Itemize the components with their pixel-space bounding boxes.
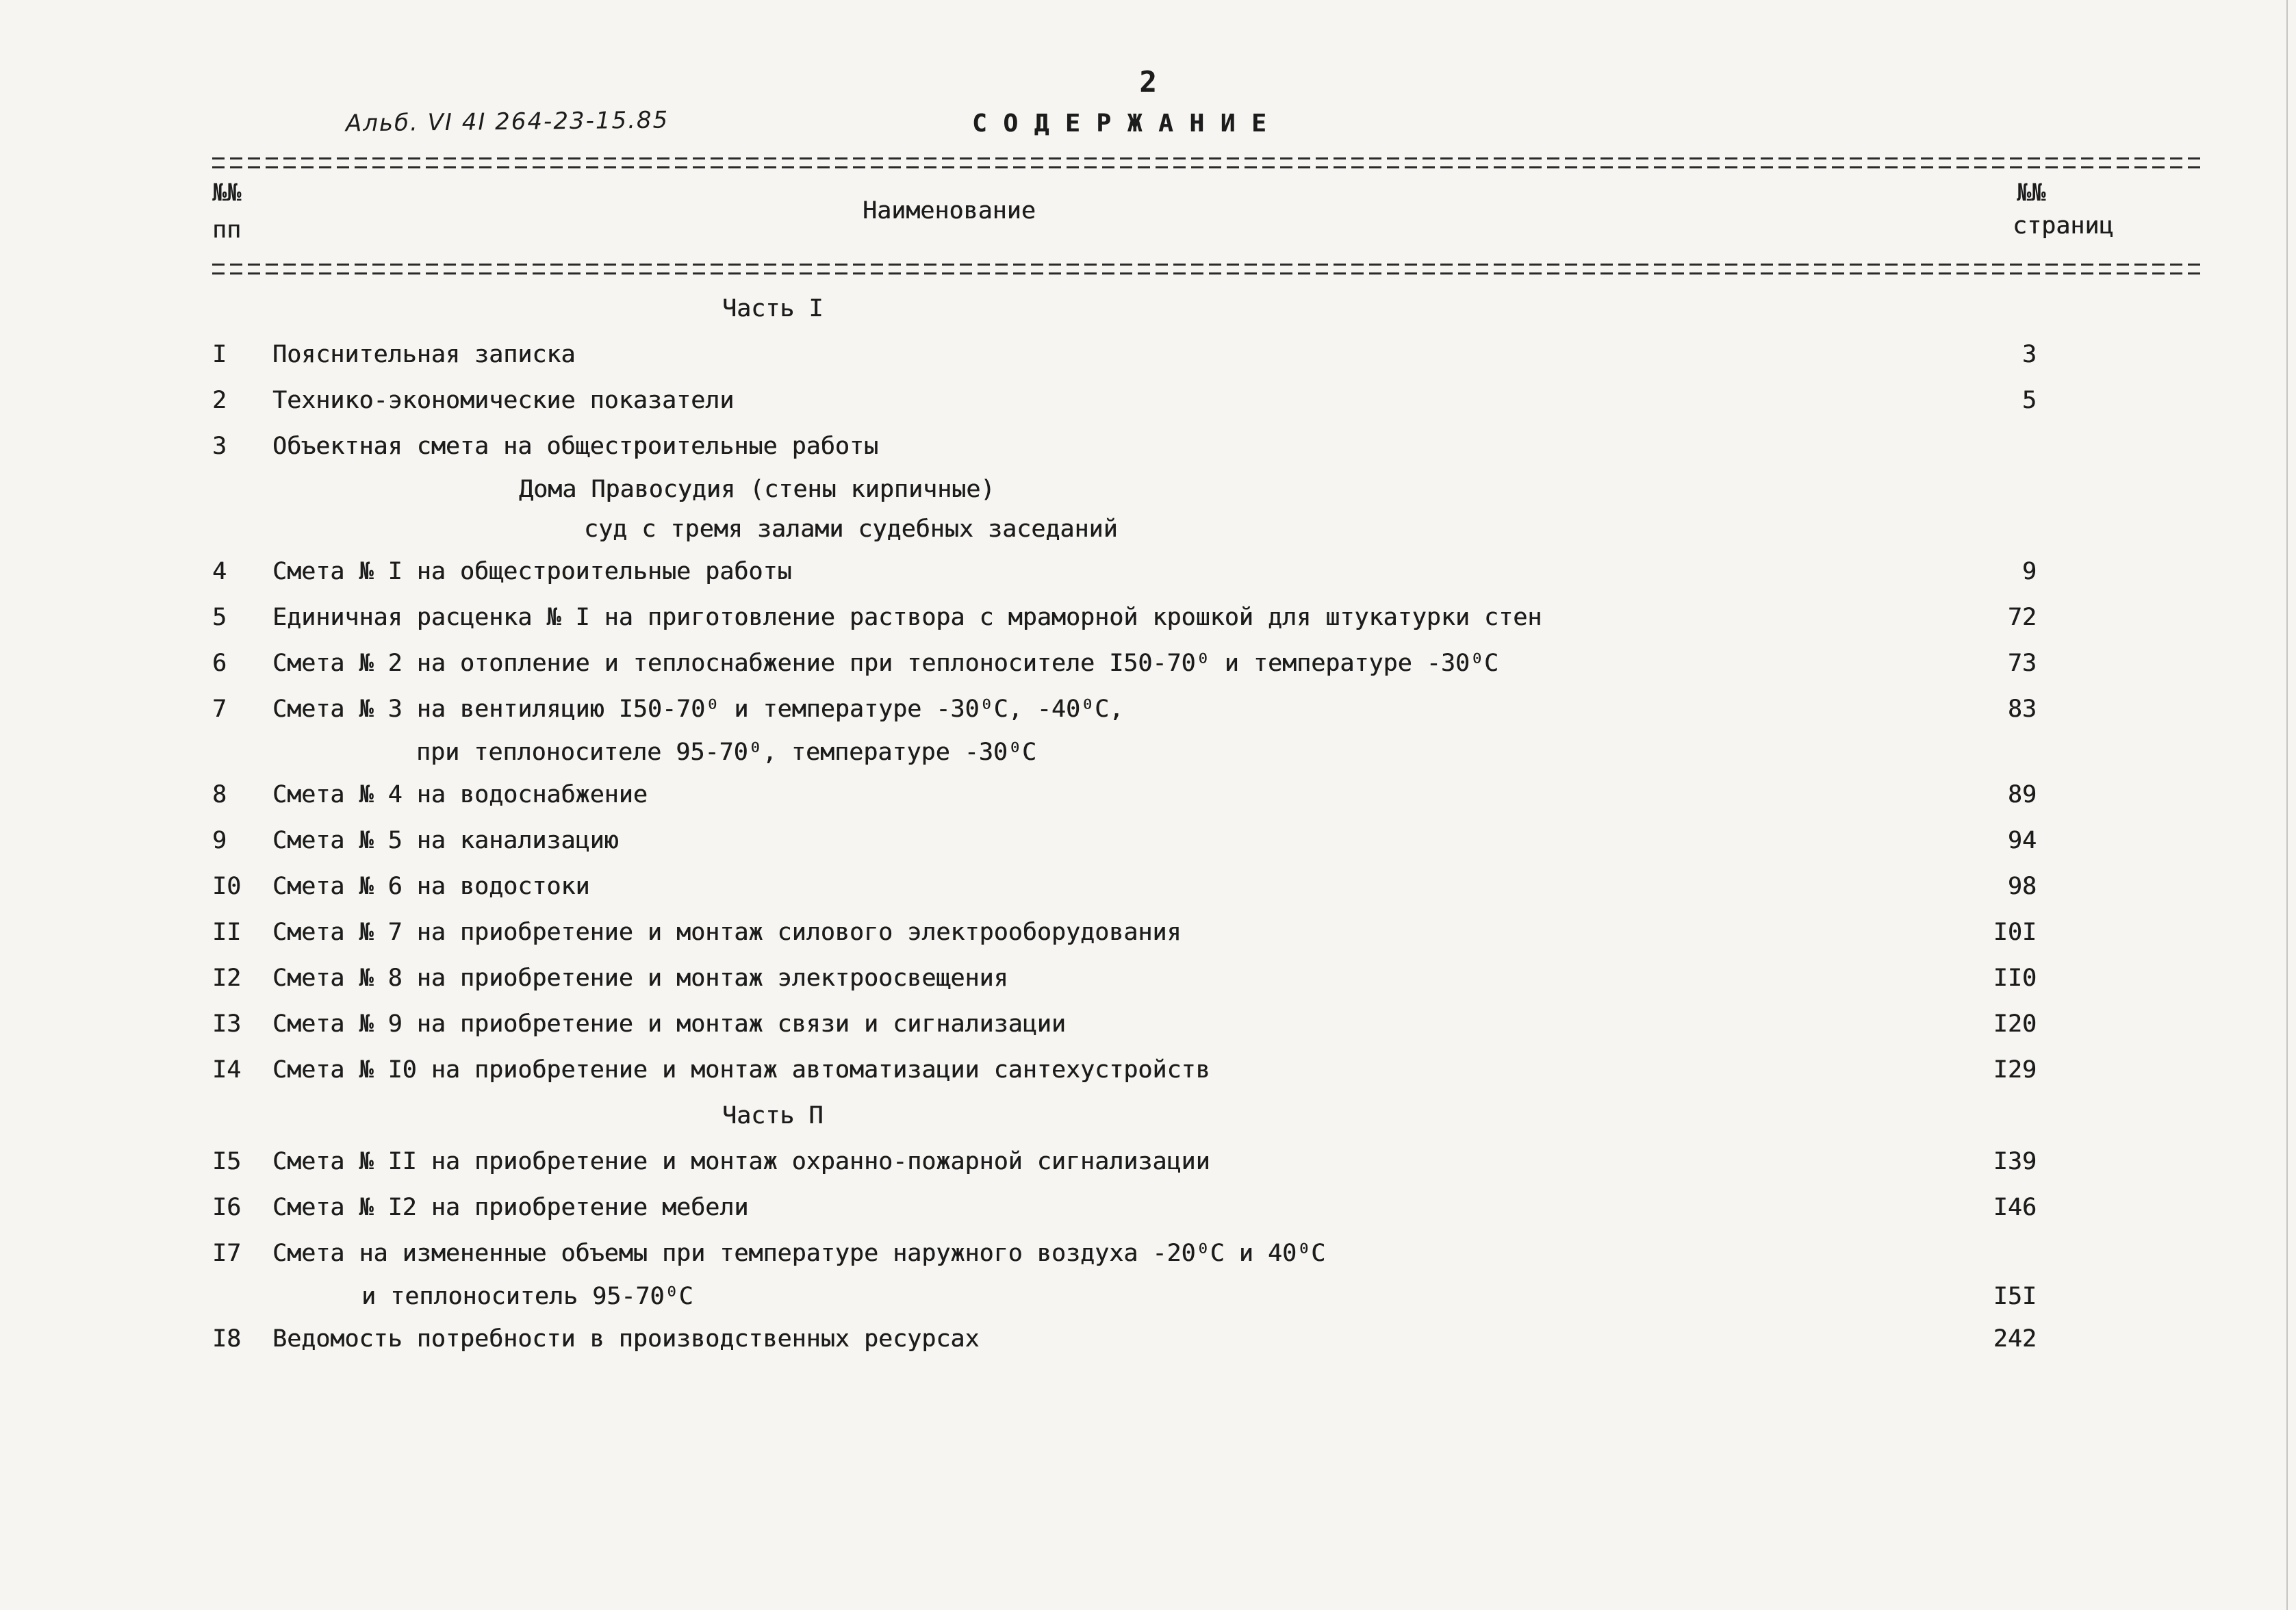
entry-title-line: и теплоноситель 95-70⁰С	[361, 1283, 693, 1310]
entry-title-line: Смета № I на общестроительные работы	[272, 558, 792, 585]
dashed-line	[212, 272, 2201, 274]
entry-title-line: Смета № 3 на вентиляцию I50-70⁰ и температуре -30⁰С, -40⁰С,	[272, 695, 1124, 723]
entry-number: I8	[212, 1325, 242, 1353]
entry-number: I	[212, 341, 227, 368]
entry-title	[272, 1185, 1920, 1231]
toc-row	[212, 378, 2201, 424]
page-number: 2	[1139, 65, 1157, 99]
handwritten-album-stamp: Альб. VI 4I 264-23-15.85	[345, 106, 669, 138]
document-title: С О Д Е Р Ж А Н И Е	[972, 110, 1267, 138]
entry-title	[272, 595, 1920, 641]
entry-page-number: 83	[2007, 695, 2037, 723]
entry-title	[272, 1001, 1920, 1047]
entry-number: 7	[212, 695, 227, 723]
entry-title	[272, 956, 1920, 1001]
entry-title-line: Единичная расценка № I на приготовление раствора с мраморной крошкой для штукатурки стен	[272, 604, 1542, 631]
toc-body	[212, 286, 2201, 1362]
entry-page-number: 73	[2007, 650, 2037, 677]
scan-edge-artifact	[2286, 0, 2288, 1610]
entry-number: 9	[212, 827, 227, 854]
entry-number: I3	[212, 1010, 242, 1038]
toc-row	[212, 818, 2201, 864]
entry-title	[272, 1139, 1920, 1185]
toc-row	[212, 332, 2201, 378]
entry-title-line: Смета на измененные объемы при температуре наружного воздуха -20⁰С и 40⁰С	[272, 1240, 1326, 1267]
toc-row	[212, 1316, 2201, 1362]
toc-row	[212, 1047, 2201, 1093]
entry-page-number: 72	[2007, 604, 2037, 631]
entry-title-line: Объектная смета на общестроительные работы	[272, 433, 879, 460]
separator-header-bottom	[212, 264, 2201, 274]
part-heading: Часть I	[722, 295, 824, 322]
entry-title	[272, 378, 1920, 424]
dashed-line	[212, 157, 2201, 159]
entry-page-number: I5I	[1993, 1283, 2037, 1310]
column-header-pages	[2013, 179, 2114, 240]
toc-row	[212, 687, 2201, 772]
entry-title	[272, 864, 1920, 910]
entry-page-number: 9	[2021, 558, 2037, 585]
column-header-name: Наименование	[863, 197, 1036, 225]
entry-page-number: 3	[2021, 341, 2037, 368]
entry-page-number: I29	[1993, 1056, 2037, 1084]
entry-title	[272, 1316, 1920, 1362]
entry-title	[272, 1231, 1920, 1316]
entry-number: 8	[212, 781, 227, 808]
toc-row	[212, 1185, 2201, 1231]
entry-title	[272, 549, 1920, 595]
entry-page-number: I0I	[1993, 919, 2037, 946]
entry-title-line: Смета № 4 на водоснабжение	[272, 781, 648, 808]
column-header-number-line1: №№	[212, 179, 242, 207]
toc-row	[212, 864, 2201, 910]
entry-number: 2	[212, 387, 227, 414]
entry-title	[272, 641, 1920, 687]
entry-number: 4	[212, 558, 227, 585]
entry-number: I4	[212, 1056, 242, 1084]
toc-row	[212, 424, 2201, 549]
entry-title-line: Смета № 7 на приобретение и монтаж силового электрооборудования	[272, 919, 1182, 946]
separator-top	[212, 157, 2201, 168]
entry-number: I0	[212, 873, 242, 900]
entry-number: I7	[212, 1240, 242, 1267]
entry-title-line: Смета № 2 на отопление и теплоснабжение при теплоносителе I50-70⁰ и температуре -30⁰С	[272, 650, 1499, 677]
column-header-pages-line1: №№	[2017, 179, 2046, 207]
entry-title	[272, 424, 1920, 549]
entry-number: II	[212, 919, 242, 946]
entry-page-number: 242	[1993, 1325, 2037, 1353]
entry-page-number: 98	[2007, 873, 2037, 900]
toc-row	[212, 1001, 2201, 1047]
entry-number: 5	[212, 604, 227, 631]
entry-title-line: Технико-экономические показатели	[272, 387, 735, 414]
entry-title	[272, 772, 1920, 818]
entry-number: 3	[212, 433, 227, 460]
dashed-line	[212, 264, 2201, 266]
entry-number: I6	[212, 1194, 242, 1221]
entry-title-line: Смета № 8 на приобретение и монтаж электроосвещения	[272, 964, 1008, 992]
entry-title	[272, 332, 1920, 378]
entry-page-number: I20	[1993, 1010, 2037, 1038]
entry-title	[272, 910, 1920, 956]
column-header-number	[212, 179, 241, 244]
part-heading: Часть П	[722, 1102, 824, 1129]
entry-title-line: Смета № 5 на канализацию	[272, 827, 619, 854]
entry-title-line: Смета № I2 на приобретение мебели	[272, 1194, 749, 1221]
entry-page-number: II0	[1993, 964, 2037, 992]
entry-title-line: Смета № II на приобретение и монтаж охранно-пожарной сигнализации	[272, 1148, 1210, 1175]
entry-title-line: Смета № 6 на водостоки	[272, 873, 590, 900]
entry-title	[272, 687, 1920, 772]
dashed-line	[212, 166, 2201, 168]
entry-title	[272, 1047, 1920, 1093]
entry-page-number: 94	[2007, 827, 2037, 854]
entry-title-line: Дома Правосудия (стены кирпичные)	[519, 476, 995, 503]
column-header-pages-line2: страниц	[2013, 212, 2114, 240]
column-header-number-line2: пп	[212, 216, 242, 244]
entry-number: 6	[212, 650, 227, 677]
toc-row	[212, 956, 2201, 1001]
table-header	[212, 179, 2201, 258]
entry-page-number: 5	[2021, 387, 2037, 414]
entry-page-number: I39	[1993, 1148, 2037, 1175]
entry-title-line: при теплоносителе 95-70⁰, температуре -30⁰С	[416, 739, 1037, 766]
entry-title-line: Смета № I0 на приобретение и монтаж автоматизации сантехустройств	[272, 1056, 1210, 1084]
entry-number: I2	[212, 964, 242, 992]
toc-row	[212, 772, 2201, 818]
toc-row	[212, 595, 2201, 641]
toc-row	[212, 549, 2201, 595]
toc-row	[212, 1139, 2201, 1185]
entry-title-line: Смета № 9 на приобретение и монтаж связи и сигнализации	[272, 1010, 1066, 1038]
entry-title-line: Ведомость потребности в производственных ресурсах	[272, 1325, 980, 1353]
entry-page-number: I46	[1993, 1194, 2037, 1221]
toc-row	[212, 910, 2201, 956]
entry-page-number: 89	[2007, 781, 2037, 808]
entry-title-line: суд с тремя залами судебных заседаний	[584, 515, 1118, 543]
entry-title	[272, 818, 1920, 864]
entry-title-line: Пояснительная записка	[272, 341, 576, 368]
toc-row	[212, 1231, 2201, 1316]
toc-row	[212, 641, 2201, 687]
entry-number: I5	[212, 1148, 242, 1175]
